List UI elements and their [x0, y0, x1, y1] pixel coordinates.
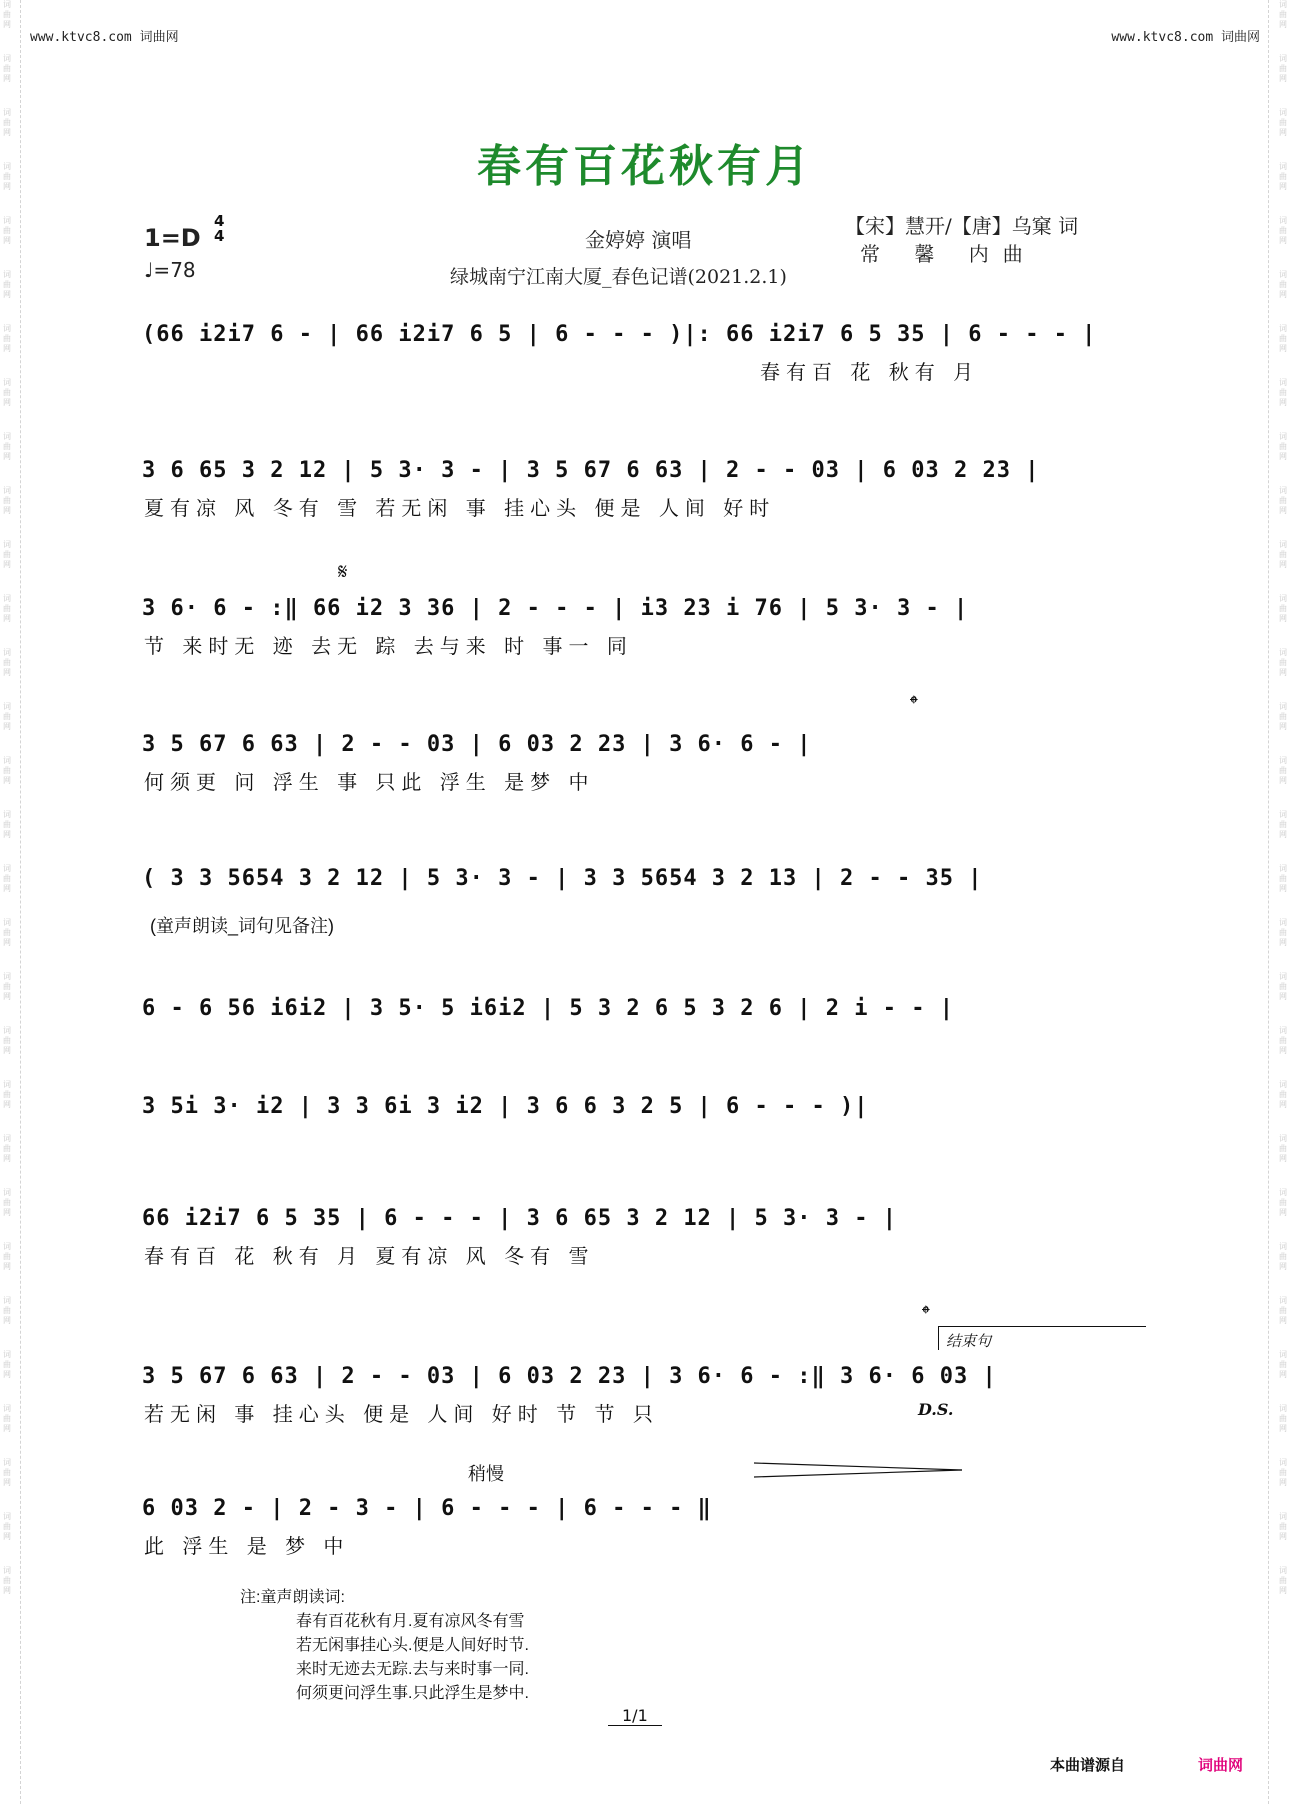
score-system-notes: (66 i2i7 6 - | 66 i2i7 6 5 | 6 - - - )|: 66 i2i7 6 5 35 | 6 - - - |: [142, 322, 1097, 347]
score-system-notes: 3 6 65 3 2 12 | 5 3· 3 - | 3 5 67 6 63 | 2 - - 03 | 6 03 2 23 |: [142, 458, 1040, 483]
footnote-line: 若无闲事挂心头.便是人间好时节.: [296, 1637, 529, 1654]
score-system-lyrics: 夏有凉 风 冬有 雪 若无闲 事 挂心头 便是 人间 好时: [144, 496, 776, 520]
time-signature-top: 4: [214, 212, 225, 230]
score-system-notes: 3 5i 3· i2 | 3 3 6i 3 i2 | 3 6 6 3 2 5 | 6 - - - )|: [142, 1094, 869, 1119]
ending-label: 结束句: [946, 1333, 992, 1350]
left-margin-line: [20, 0, 21, 1804]
score-system-notes: 3 5 67 6 63 | 2 - - 03 | 6 03 2 23 | 3 6· 6 - :‖ 3 6· 6 03 |: [142, 1364, 997, 1389]
footnote-lines: [296, 1610, 529, 1706]
footnote-line: 春有百花秋有月.夏有凉风冬有雪: [296, 1613, 525, 1630]
ending-bracket: [938, 1326, 1146, 1327]
source-label: 本曲谱源自: [1050, 1756, 1126, 1774]
time-signature: [214, 214, 224, 244]
left-edge-watermark: 词曲网 词曲网 词曲网 词曲网 词曲网 词曲网 词曲网 词曲网 词曲网 词曲网 词曲网 词曲网 词曲网 词曲网 词曲网 词曲网 词曲网 词曲网 词曲网 词曲网 词曲网 词曲网 词曲网 词曲网 词曲网 词曲网 词曲网 词曲网 词曲网 词曲网: [3, 0, 11, 1595]
child-reading-note: (童声朗读_词句见备注): [150, 916, 334, 936]
score-system-notes: 6 - 6 56 i6i2 | 3 5· 5 i6i2 | 5 3 2 6 5 3 2 6 | 2 i - - |: [142, 996, 954, 1021]
header-url-right[interactable]: www.ktvc8.com 词曲网: [1111, 30, 1260, 45]
header-url-left[interactable]: www.ktvc8.com 词曲网: [30, 30, 179, 45]
score-system-lyrics: 若无闲 事 挂心头 便是 人间 好时 节 节 只: [144, 1402, 659, 1426]
tempo-mark: ♩=78: [144, 258, 196, 282]
score-system-lyrics: 何须更 问 浮生 事 只此 浮生 是梦 中: [144, 770, 595, 794]
lyricist-credit: 【宋】慧开/【唐】乌窠 词: [845, 214, 1079, 238]
score-system-lyrics: 春有百 花 秋有 月: [760, 360, 980, 384]
right-margin-line: [1268, 0, 1269, 1804]
coda-mark-2: 𝄌: [922, 1302, 930, 1327]
source-site-link[interactable]: 词曲网: [1198, 1756, 1244, 1774]
key-signature: 1=D: [144, 224, 201, 252]
ending-bracket-side: [938, 1326, 939, 1350]
page-title: 春有百花秋有月: [477, 141, 813, 192]
singer-credit: 金婷婷 演唱: [585, 228, 692, 252]
score-system-notes: 66 i2i7 6 5 35 | 6 - - - | 3 6 65 3 2 12 | 5 3· 3 - |: [142, 1206, 897, 1231]
decrescendo-hairpin: [754, 1462, 964, 1478]
footnote-line: 来时无迹去无踪.去与来时事一同.: [296, 1661, 529, 1678]
tempo-slow-mark: 稍慢: [468, 1464, 504, 1484]
footnote-heading: 注:童声朗读词:: [240, 1589, 345, 1606]
score-system-notes: 3 6· 6 - :‖ 66 i2 3 36 | 2 - - - | i3 23 i 76 | 5 3· 3 - |: [142, 596, 969, 621]
score-system-lyrics: 春有百 花 秋有 月 夏有凉 风 冬有 雪: [144, 1244, 595, 1268]
ds-mark: D.S.: [918, 1400, 954, 1419]
score-system-notes: 6 03 2 - | 2 - 3 - | 6 - - - | 6 - - - ‖: [142, 1496, 712, 1521]
transcriber-credit: 绿城南宁江南大厦_春色记谱(2021.2.1): [450, 266, 787, 288]
coda-mark: 𝄌: [910, 692, 918, 717]
page-number: 1/1: [608, 1706, 662, 1726]
segno-mark: 𝄋: [338, 560, 348, 585]
score-system-lyrics: 此 浮生 是 梦 中: [144, 1534, 350, 1558]
composer-credit: 常 馨 内曲: [860, 242, 1037, 266]
score-system-notes: ( 3 3 5654 3 2 12 | 5 3· 3 - | 3 3 5654 3 2 13 | 2 - - 35 |: [142, 866, 983, 891]
right-edge-watermark: 词曲网 词曲网 词曲网 词曲网 词曲网 词曲网 词曲网 词曲网 词曲网 词曲网 词曲网 词曲网 词曲网 词曲网 词曲网 词曲网 词曲网 词曲网 词曲网 词曲网 词曲网 词曲网 词曲网 词曲网 词曲网 词曲网 词曲网 词曲网 词曲网 词曲网: [1279, 0, 1287, 1595]
score-system-lyrics: 节 来时无 迹 去无 踪 去与来 时 事一 同: [144, 634, 633, 658]
footnote-line: 何须更问浮生事.只此浮生是梦中.: [296, 1685, 529, 1702]
time-signature-bottom: 4: [214, 227, 225, 245]
score-system-notes: 3 5 67 6 63 | 2 - - 03 | 6 03 2 23 | 3 6· 6 - |: [142, 732, 812, 757]
